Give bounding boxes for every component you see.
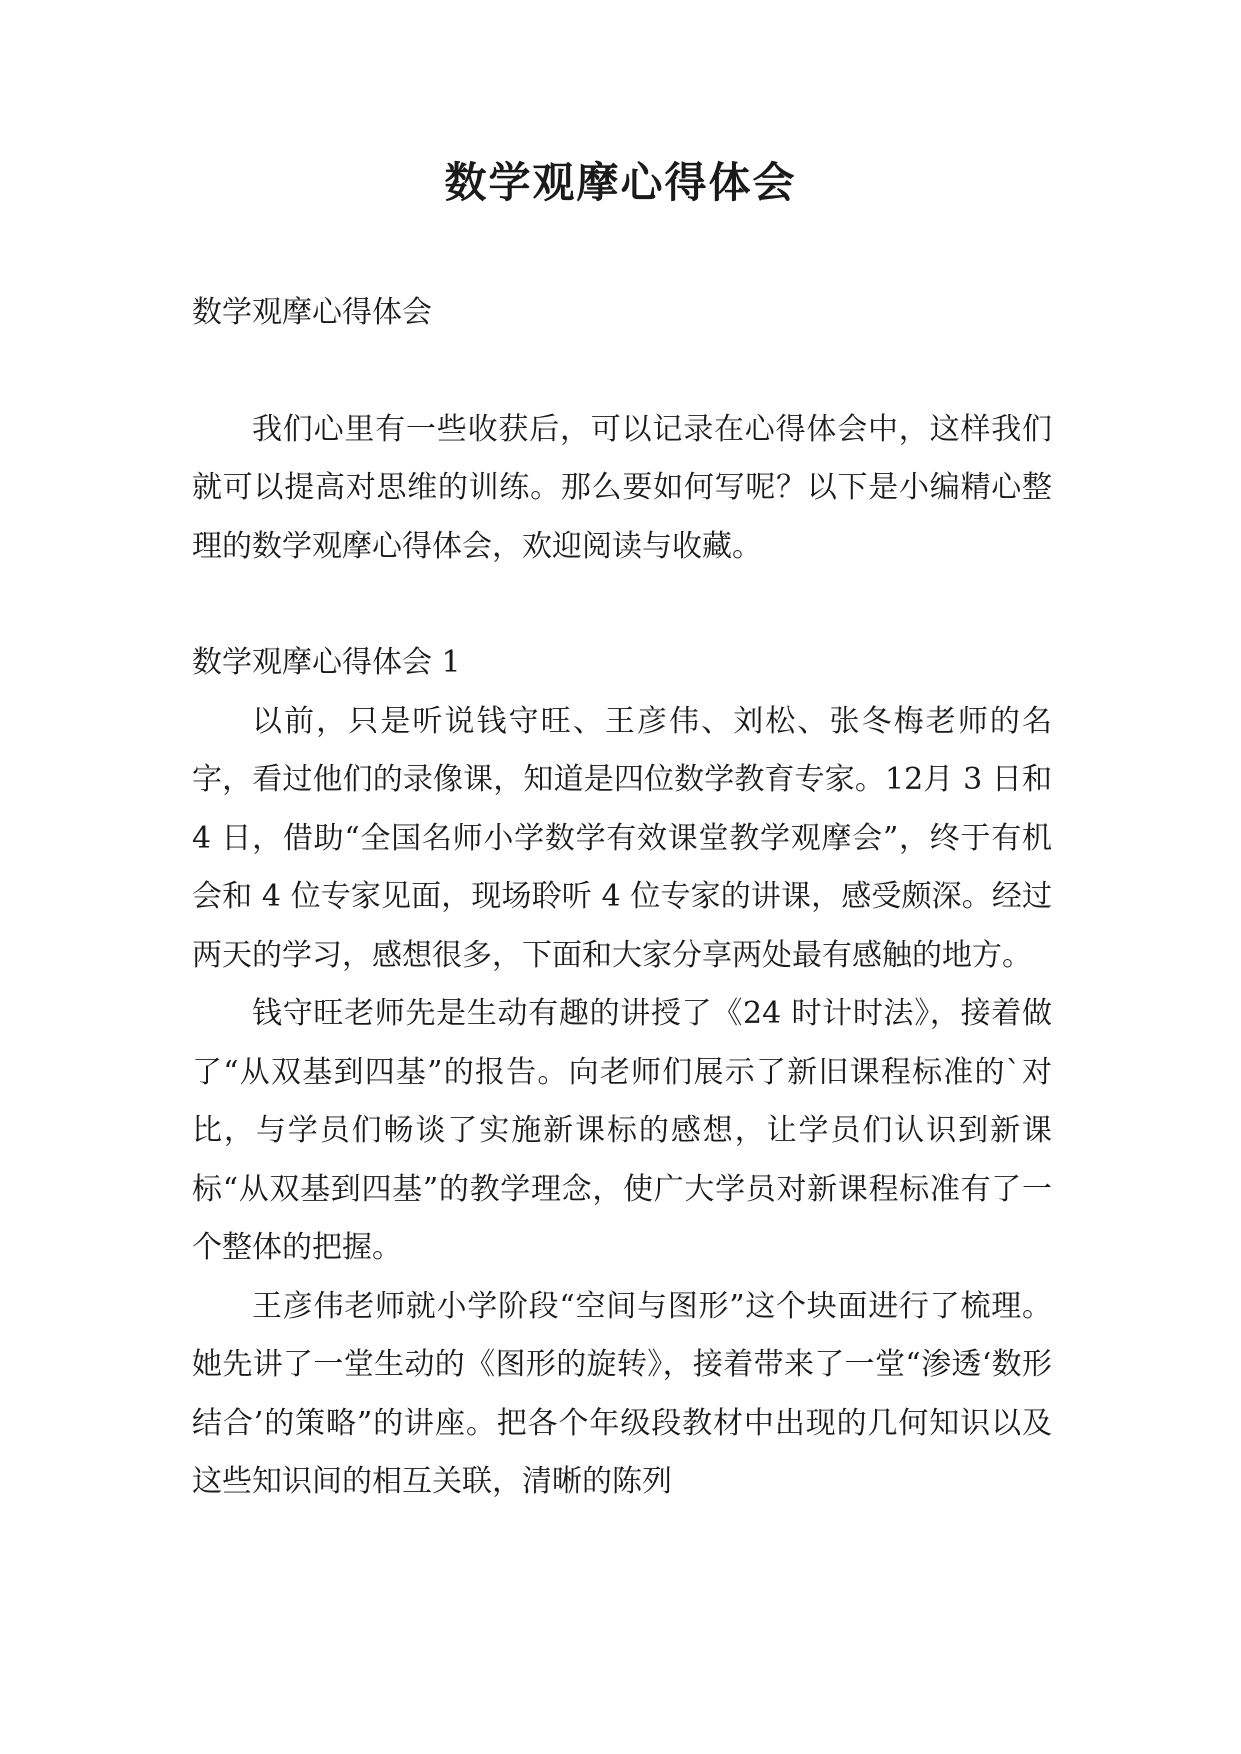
body-paragraph: 钱守旺老师先是生动有趣的讲授了《24 时计时法》，接着做了“从双基到四基”的报告。向老师们展示了新旧课程标准的`对比，与学员们畅谈了实施新课标的感想，让学员们认识到新课标“从双基到四基”的教学理念，使广大学员对新课程标准有了一个整体的把握。 [192, 996, 1052, 1265]
document-title: 数学观摩心得体会 [444, 158, 797, 207]
document-body [192, 284, 1052, 1512]
body-paragraph: 以前，只是听说钱守旺、王彦伟、刘松、张冬梅老师的名字，看过他们的录像课，知道是四位数学教育专家。12月 3 日和 4 日，借助“全国名师小学数学有效课堂教学观摩会”，终于有机会和 4 位专家见面，现场聆听 4 位专家的讲课，感受颇深。经过两天的学习，感想很多，下面和大家分享两处最有感触的地方。 [192, 703, 1052, 973]
intro-paragraph: 我们心里有一些收获后，可以记录在心得体会中，这样我们就可以提高对思维的训练。那么要如何写呢？以下是小编精心整理的数学观摩心得体会，欢迎阅读与收藏。 [192, 411, 1052, 564]
section-heading: 数学观摩心得体会 1 [192, 645, 461, 680]
document-subtitle: 数学观摩心得体会 [192, 295, 432, 330]
body-paragraph: 王彦伟老师就小学阶段“空间与图形”这个块面进行了梳理。她先讲了一堂生动的《图形的旋转》，接着带来了一堂“渗透‘数形结合’的策略”的讲座。把各个年级段教材中出现的几何知识以及这些知识间的相互关联，清晰的陈列 [192, 1288, 1052, 1499]
